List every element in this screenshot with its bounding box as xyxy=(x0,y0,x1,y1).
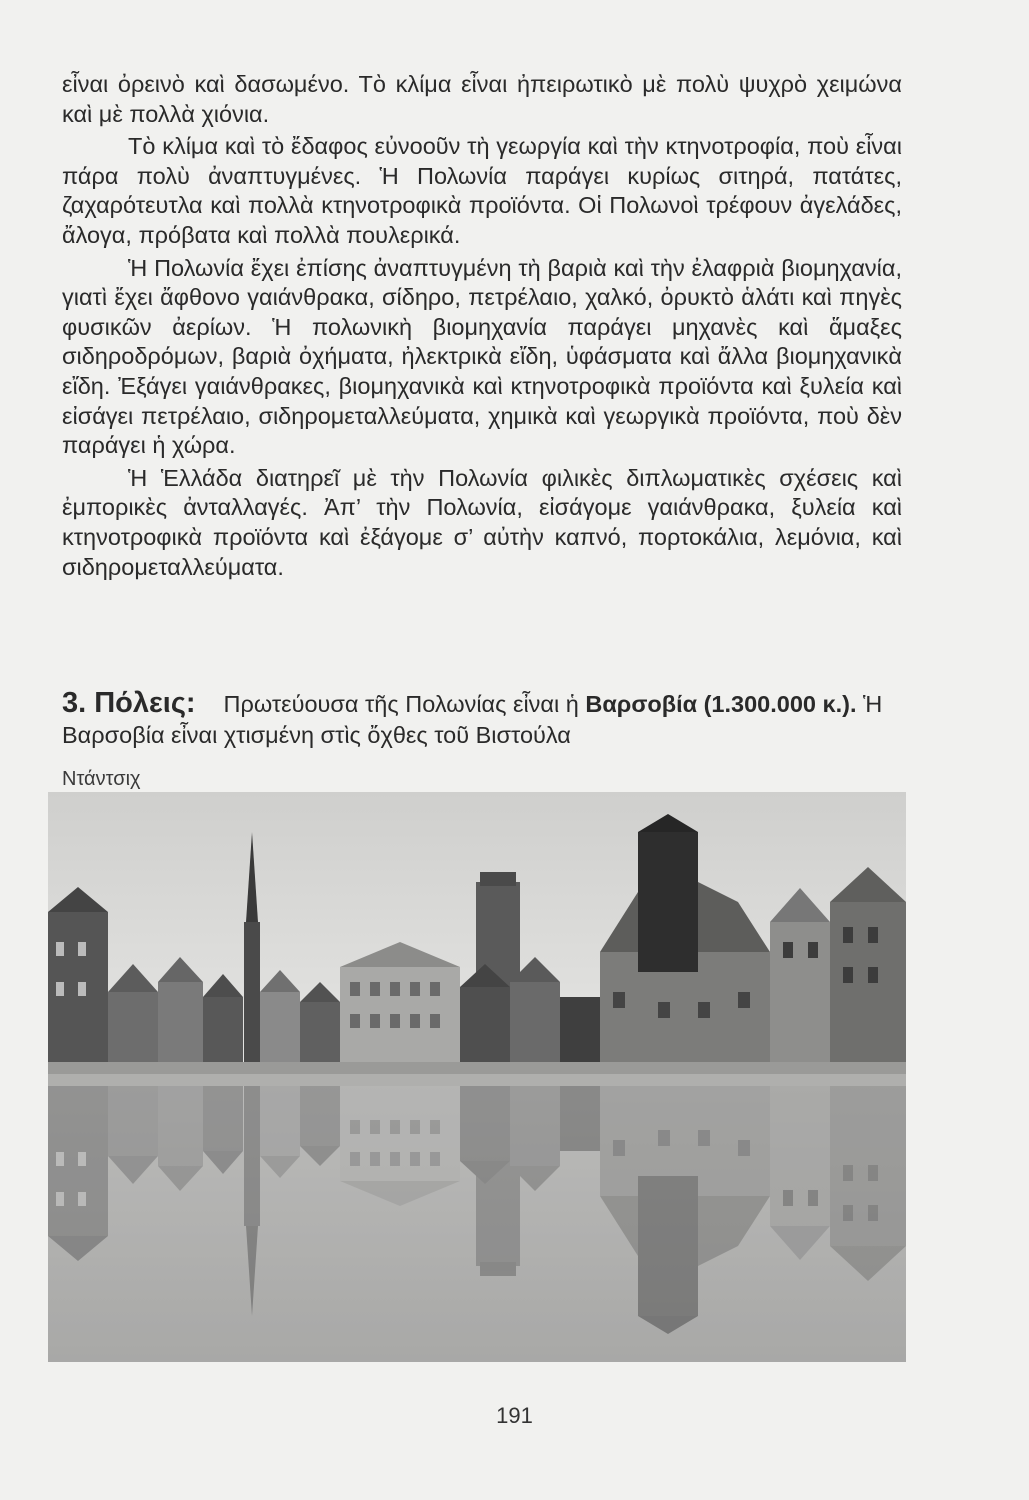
page-number: 191 xyxy=(496,1403,533,1428)
city-photograph xyxy=(48,792,906,1362)
paragraph-3: Ἡ Πολωνία ἔχει ἐπίσης ἀναπτυγμένη τὴ βαριὰ καὶ τὴν ἐλαφριὰ βιομηχανία, γιατὶ ἔχει ἄφθονο γαιάνθρακα, σίδηρο, πετρέλαιο, χαλκό, ὀρυκτὸ ἁλάτι καὶ πηγὲς φυσικῶν ἀερίων. Ἡ πολωνικὴ βιομηχανία παράγει μηχανὲς καὶ ἅμαξες σιδηροδρόμων, βαριὰ ὀχήματα, ἠλεκτρικὰ εἴδη, ὑφάσματα καὶ ἄλλα βιομηχανικὰ εἴδη. Ἐξάγει γαιάνθρακες, βιομηχανικὰ καὶ κτηνοτροφικὰ προϊόντα καὶ ξυλεία καὶ εἰσάγει πετρέλαιο, σιδηρομεταλλεύματα, χημικὰ καὶ γεωργικὰ προϊόντα, ποὺ δὲν παράγει ἡ χώρα. xyxy=(62,254,902,459)
section-heading: 3. Πόλεις: xyxy=(62,687,196,719)
body-text xyxy=(62,70,902,582)
section-text-end: Ἡ Βαρσοβία εἶναι χτισμένη στὶς ὄχθες τοῦ Βιστούλα xyxy=(62,691,883,748)
section-cities xyxy=(62,688,902,751)
photo-caption: Ντάντσιχ xyxy=(62,768,141,790)
section-text-start: Πρωτεύουσα τῆς Πολωνίας εἶναι ἡ xyxy=(223,691,579,717)
paragraph-4: Ἡ Ἑλλάδα διατηρεῖ μὲ τὴν Πολωνία φιλικὲς διπλωματικὲς σχέσεις καὶ ἐμπορικὲς ἀνταλλαγές. Ἀπ’ τὴν Πολωνία, εἰσάγομε γαιάνθρακα, ξυλεία καὶ κτηνοτροφικὰ προϊόντα καὶ ἐξάγομε σ’ αὐτὴν καπνό, πορτοκάλια, λεμόνια, καὶ σιδηρομεταλλεύματα. xyxy=(62,464,902,580)
capital-name: Βαρσοβία (1.300.000 κ.). xyxy=(585,691,857,717)
paragraph-1: εἶναι ὀρεινὸ καὶ δασωμένο. Τὸ κλίμα εἶναι ἠπειρωτικὸ μὲ πολὺ ψυχρὸ χειμώνα καὶ μὲ πολλὰ χιόνια. xyxy=(62,71,902,127)
paragraph-2: Τὸ κλίμα καὶ τὸ ἔδαφος εὐνοοῦν τὴ γεωργία καὶ τὴν κτηνοτροφία, ποὺ εἶναι πάρα πολὺ ἀναπτυγμένες. Ἡ Πολωνία παράγει κυρίως σιτηρά, πατάτες, ζαχαρότευτλα καὶ πολλὰ κτηνοτροφικὰ προϊόντα. Οἱ Πολωνοὶ τρέφουν ἀγελάδες, ἄλογα, πρόβατα καὶ πολλὰ πουλερικά. xyxy=(62,133,902,248)
